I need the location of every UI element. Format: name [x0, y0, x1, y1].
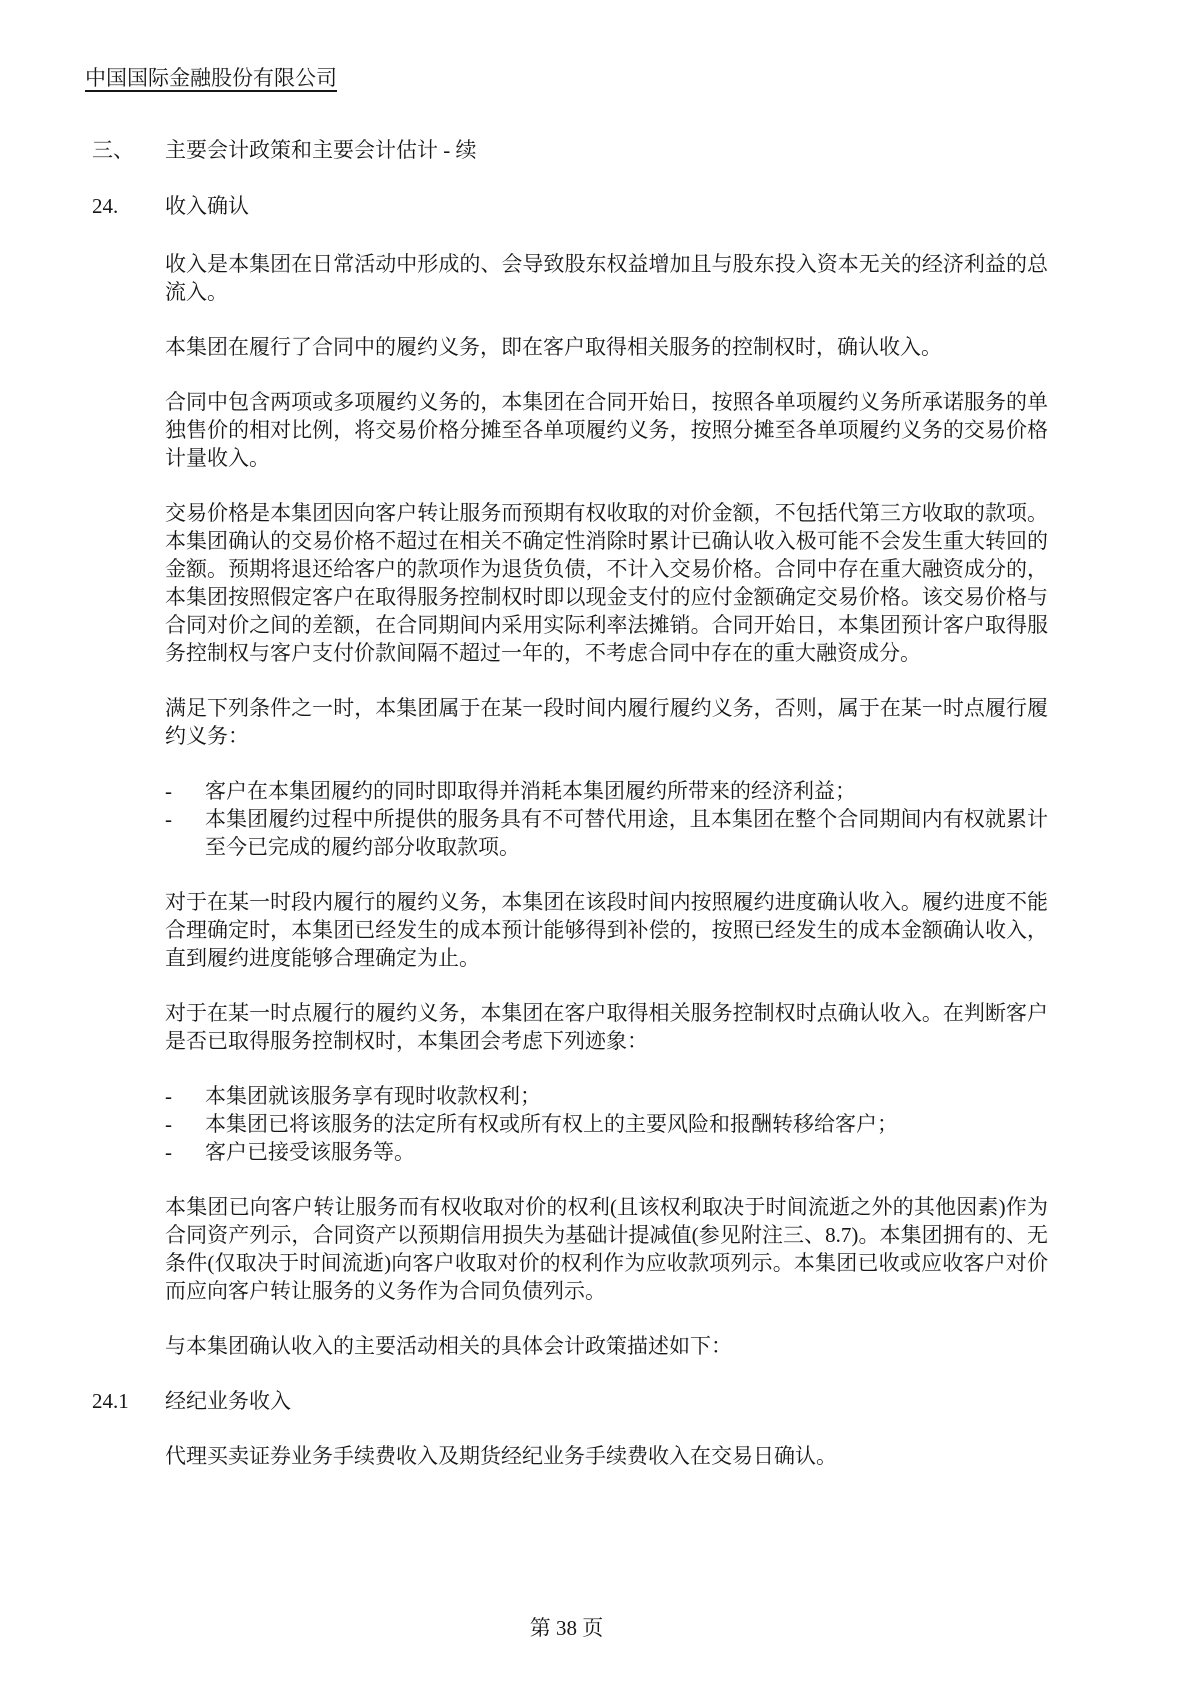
note-title: 收入确认: [165, 194, 249, 218]
list-item: [165, 777, 1048, 805]
bullet-text: 本集团就该服务享有现时收款权利；: [205, 1084, 541, 1108]
list-item: [165, 1138, 1048, 1166]
list-item: [165, 1082, 1048, 1110]
paragraph-transaction-price: 交易价格是本集团因向客户转让服务而预期有权收取的对价金额，不包括代第三方收取的款项。本集团确认的交易价格不超过在相关不确定性消除时累计已确认收入极可能不会发生重大转回的金额。预期将退还给客户的款项作为退货负债，不计入交易价格。合同中存在重大融资成分的，本集团按照假定客户在取得服务控制权时即以现金支付的应付金额确定交易价格。该交易价格与合同对价之间的差额，在合同期间内采用实际利率法摊销。合同开始日，本集团预计客户取得服务控制权与客户支付价款间隔不超过一年的，不考虑合同中存在的重大融资成分。: [165, 501, 1048, 665]
company-name: 中国国际金融股份有限公司: [85, 66, 337, 90]
note-body: [165, 250, 1048, 1360]
note-heading: [92, 192, 1190, 220]
page-footer: [85, 1614, 1048, 1642]
paragraph-revenue-definition: 收入是本集团在日常活动中形成的、会导致股东权益增加且与股东投入资本无关的经济利益的总流入。: [165, 252, 1048, 304]
paragraph-recognition-principle: 本集团在履行了合同中的履约义务，即在客户取得相关服务的控制权时，确认收入。: [165, 335, 942, 359]
bullet-text: 客户已接受该服务等。: [205, 1140, 415, 1164]
bullet-text: 客户在本集团履约的同时即取得并消耗本集团履约所带来的经济利益；: [205, 779, 856, 803]
bullet-text: 本集团履约过程中所提供的服务具有不可替代用途，且本集团在整个合同期间内有权就累计至今已完成的履约部分收取款项。: [205, 807, 1048, 859]
subnote-title: 经纪业务收入: [165, 1389, 291, 1413]
paragraph-multiple-obligations: 合同中包含两项或多项履约义务的，本集团在合同开始日，按照各单项履约义务所承诺服务的单独售价的相对比例，将交易价格分摊至各单项履约义务，按照分摊至各单项履约义务的交易价格计量收入。: [165, 390, 1048, 470]
list-item: [165, 805, 1048, 861]
bullet-text: 本集团已将该服务的法定所有权或所有权上的主要风险和报酬转移给客户；: [205, 1112, 898, 1136]
list-item: [165, 1110, 1048, 1138]
paragraph-over-time-measurement: 对于在某一时段内履行的履约义务，本集团在该段时间内按照履约进度确认收入。履约进度不能合理确定时，本集团已经发生的成本预计能够得到补偿的，按照已经发生的成本金额确认收入，直到履约进度能够合理确定为止。: [165, 890, 1048, 970]
bullet-dash-icon: -: [165, 1140, 172, 1164]
bullet-list-point-in-time: [165, 1082, 1048, 1166]
paragraph-point-in-time: 对于在某一时点履行的履约义务，本集团在客户取得相关服务控制权时点确认收入。在判断客户是否已取得服务控制权时，本集团会考虑下列迹象：: [165, 1001, 1048, 1053]
paragraph-over-time-criteria: 满足下列条件之一时，本集团属于在某一段时间内履行履约义务，否则，属于在某一时点履行履约义务：: [165, 696, 1048, 748]
paragraph-contract-assets: 本集团已向客户转让服务而有权收取对价的权利(且该权利取决于时间流逝之外的其他因素)作为合同资产列示，合同资产以预期信用损失为基础计提减值(参见附注三、8.7)。本集团拥有的、无条件(仅取决于时间流逝)向客户收取对价的权利作为应收款项列示。本集团已收或应收客户对价而应向客户转让服务的义务作为合同负债列示。: [165, 1195, 1048, 1303]
bullet-dash-icon: -: [165, 807, 172, 831]
page-number: 第 38 页: [529, 1616, 604, 1640]
note-number: 24.: [92, 194, 119, 218]
paragraph-policies-intro: 与本集团确认收入的主要活动相关的具体会计政策描述如下：: [165, 1334, 732, 1358]
bullet-dash-icon: -: [165, 779, 172, 803]
section-number: 三、: [92, 138, 134, 162]
subnote-number: 24.1: [92, 1389, 129, 1413]
bullet-list-over-time: [165, 777, 1048, 861]
subnote-heading: [92, 1387, 1190, 1415]
subnote-body: [165, 1442, 1048, 1470]
paragraph-brokerage: 代理买卖证券业务手续费收入及期货经纪业务手续费收入在交易日确认。: [165, 1444, 837, 1468]
section-heading: [92, 136, 1190, 164]
bullet-dash-icon: -: [165, 1084, 172, 1108]
bullet-dash-icon: -: [165, 1112, 172, 1136]
section-title: 主要会计政策和主要会计估计 - 续: [165, 138, 477, 162]
